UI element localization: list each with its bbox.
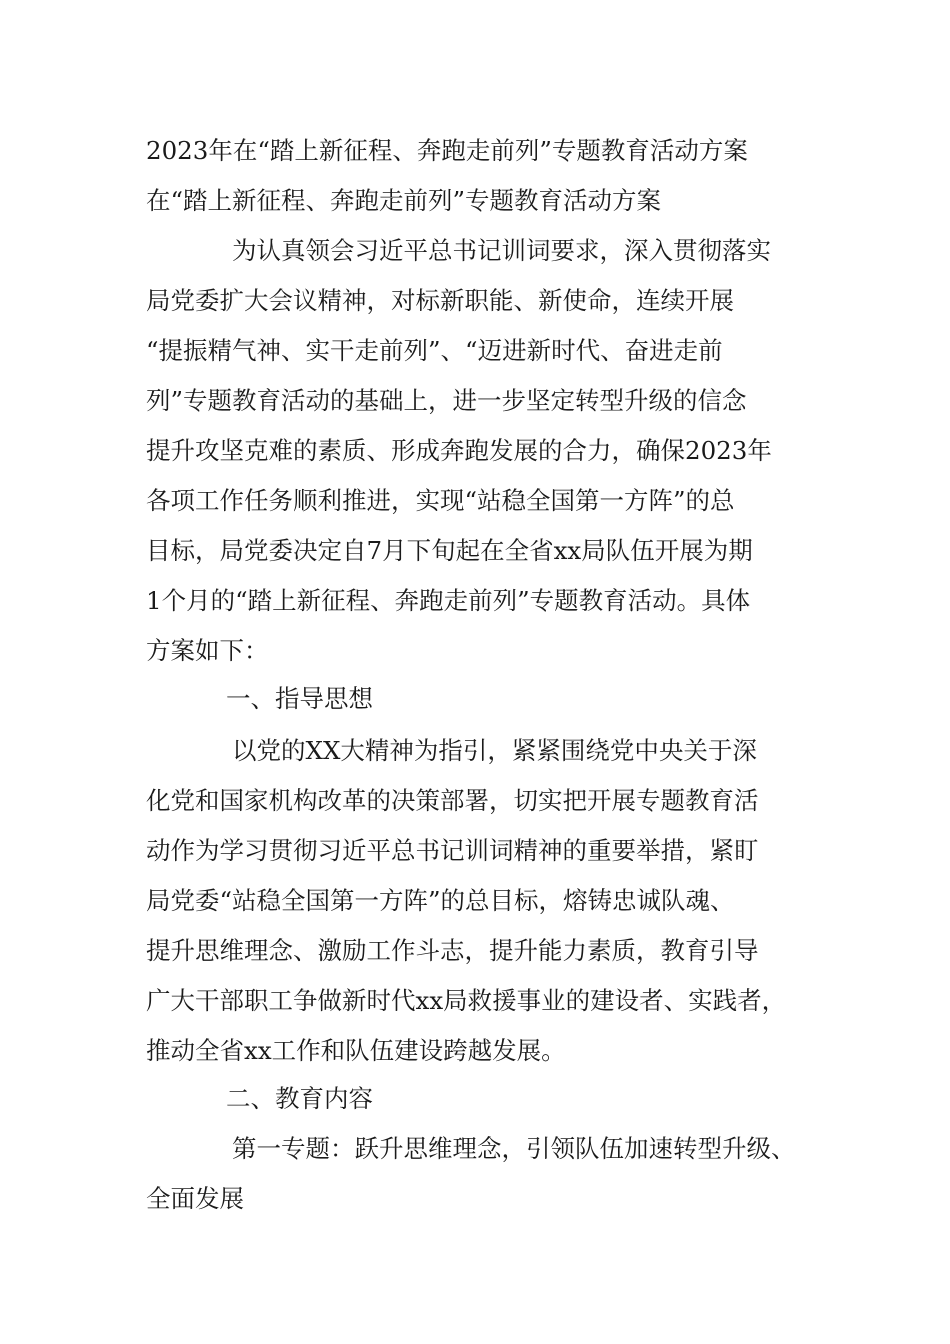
intro-line: 列”专题教育活动的基础上，进一步坚定转型升级的信念 <box>146 386 747 415</box>
section1-line: 化党和国家机构改革的决策部署，切实把开展专题教育活 <box>146 786 759 815</box>
intro-line: “提振精气神、实干走前列”、“迈进新时代、奋进走前 <box>146 336 723 365</box>
section1-line: 以党的XX大精神为指引，紧紧围绕党中央关于深 <box>232 736 757 765</box>
intro-line: 为认真领会习近平总书记训词要求，深入贯彻落实 <box>232 236 771 265</box>
intro-line: 局党委扩大会议精神，对标新职能、新使命，连续开展 <box>146 286 734 315</box>
intro-line: 目标，局党委决定自7月下旬起在全省xx局队伍开展为期 <box>146 536 753 565</box>
intro-line: 各项工作任务顺利推进，实现“站稳全国第一方阵”的总 <box>146 486 735 515</box>
intro-line: 1个月的“踏上新征程、奔跑走前列”专题教育活动。具体 <box>146 586 751 615</box>
section1-line: 局党委“站稳全国第一方阵”的总目标，熔铸忠诚队魂、 <box>146 886 735 915</box>
section-heading-guiding-ideology: 一、指导思想 <box>226 684 373 713</box>
intro-line: 提升攻坚克难的素质、形成奔跑发展的合力，确保2023年 <box>146 436 772 465</box>
section1-line: 提升思维理念、激励工作斗志，提升能力素质，教育引导 <box>146 936 759 965</box>
section2-line: 全面发展 <box>146 1184 244 1213</box>
intro-line: 方案如下： <box>146 636 269 665</box>
title-line-2: 在“踏上新征程、奔跑走前列”专题教育活动方案 <box>146 186 662 215</box>
section1-line: 动作为学习贯彻习近平总书记训词精神的重要举措，紧盯 <box>146 836 759 865</box>
title-line-1: 2023年在“踏上新征程、奔跑走前列”专题教育活动方案 <box>146 136 748 165</box>
section2-line: 第一专题：跃升思维理念，引领队伍加速转型升级、 <box>232 1134 796 1163</box>
section1-line: 推动全省xx工作和队伍建设跨越发展。 <box>146 1036 566 1065</box>
section1-line: 广大干部职工争做新时代xx局救援事业的建设者、实践者， <box>146 986 787 1015</box>
section-heading-education-content: 二、教育内容 <box>226 1084 373 1113</box>
